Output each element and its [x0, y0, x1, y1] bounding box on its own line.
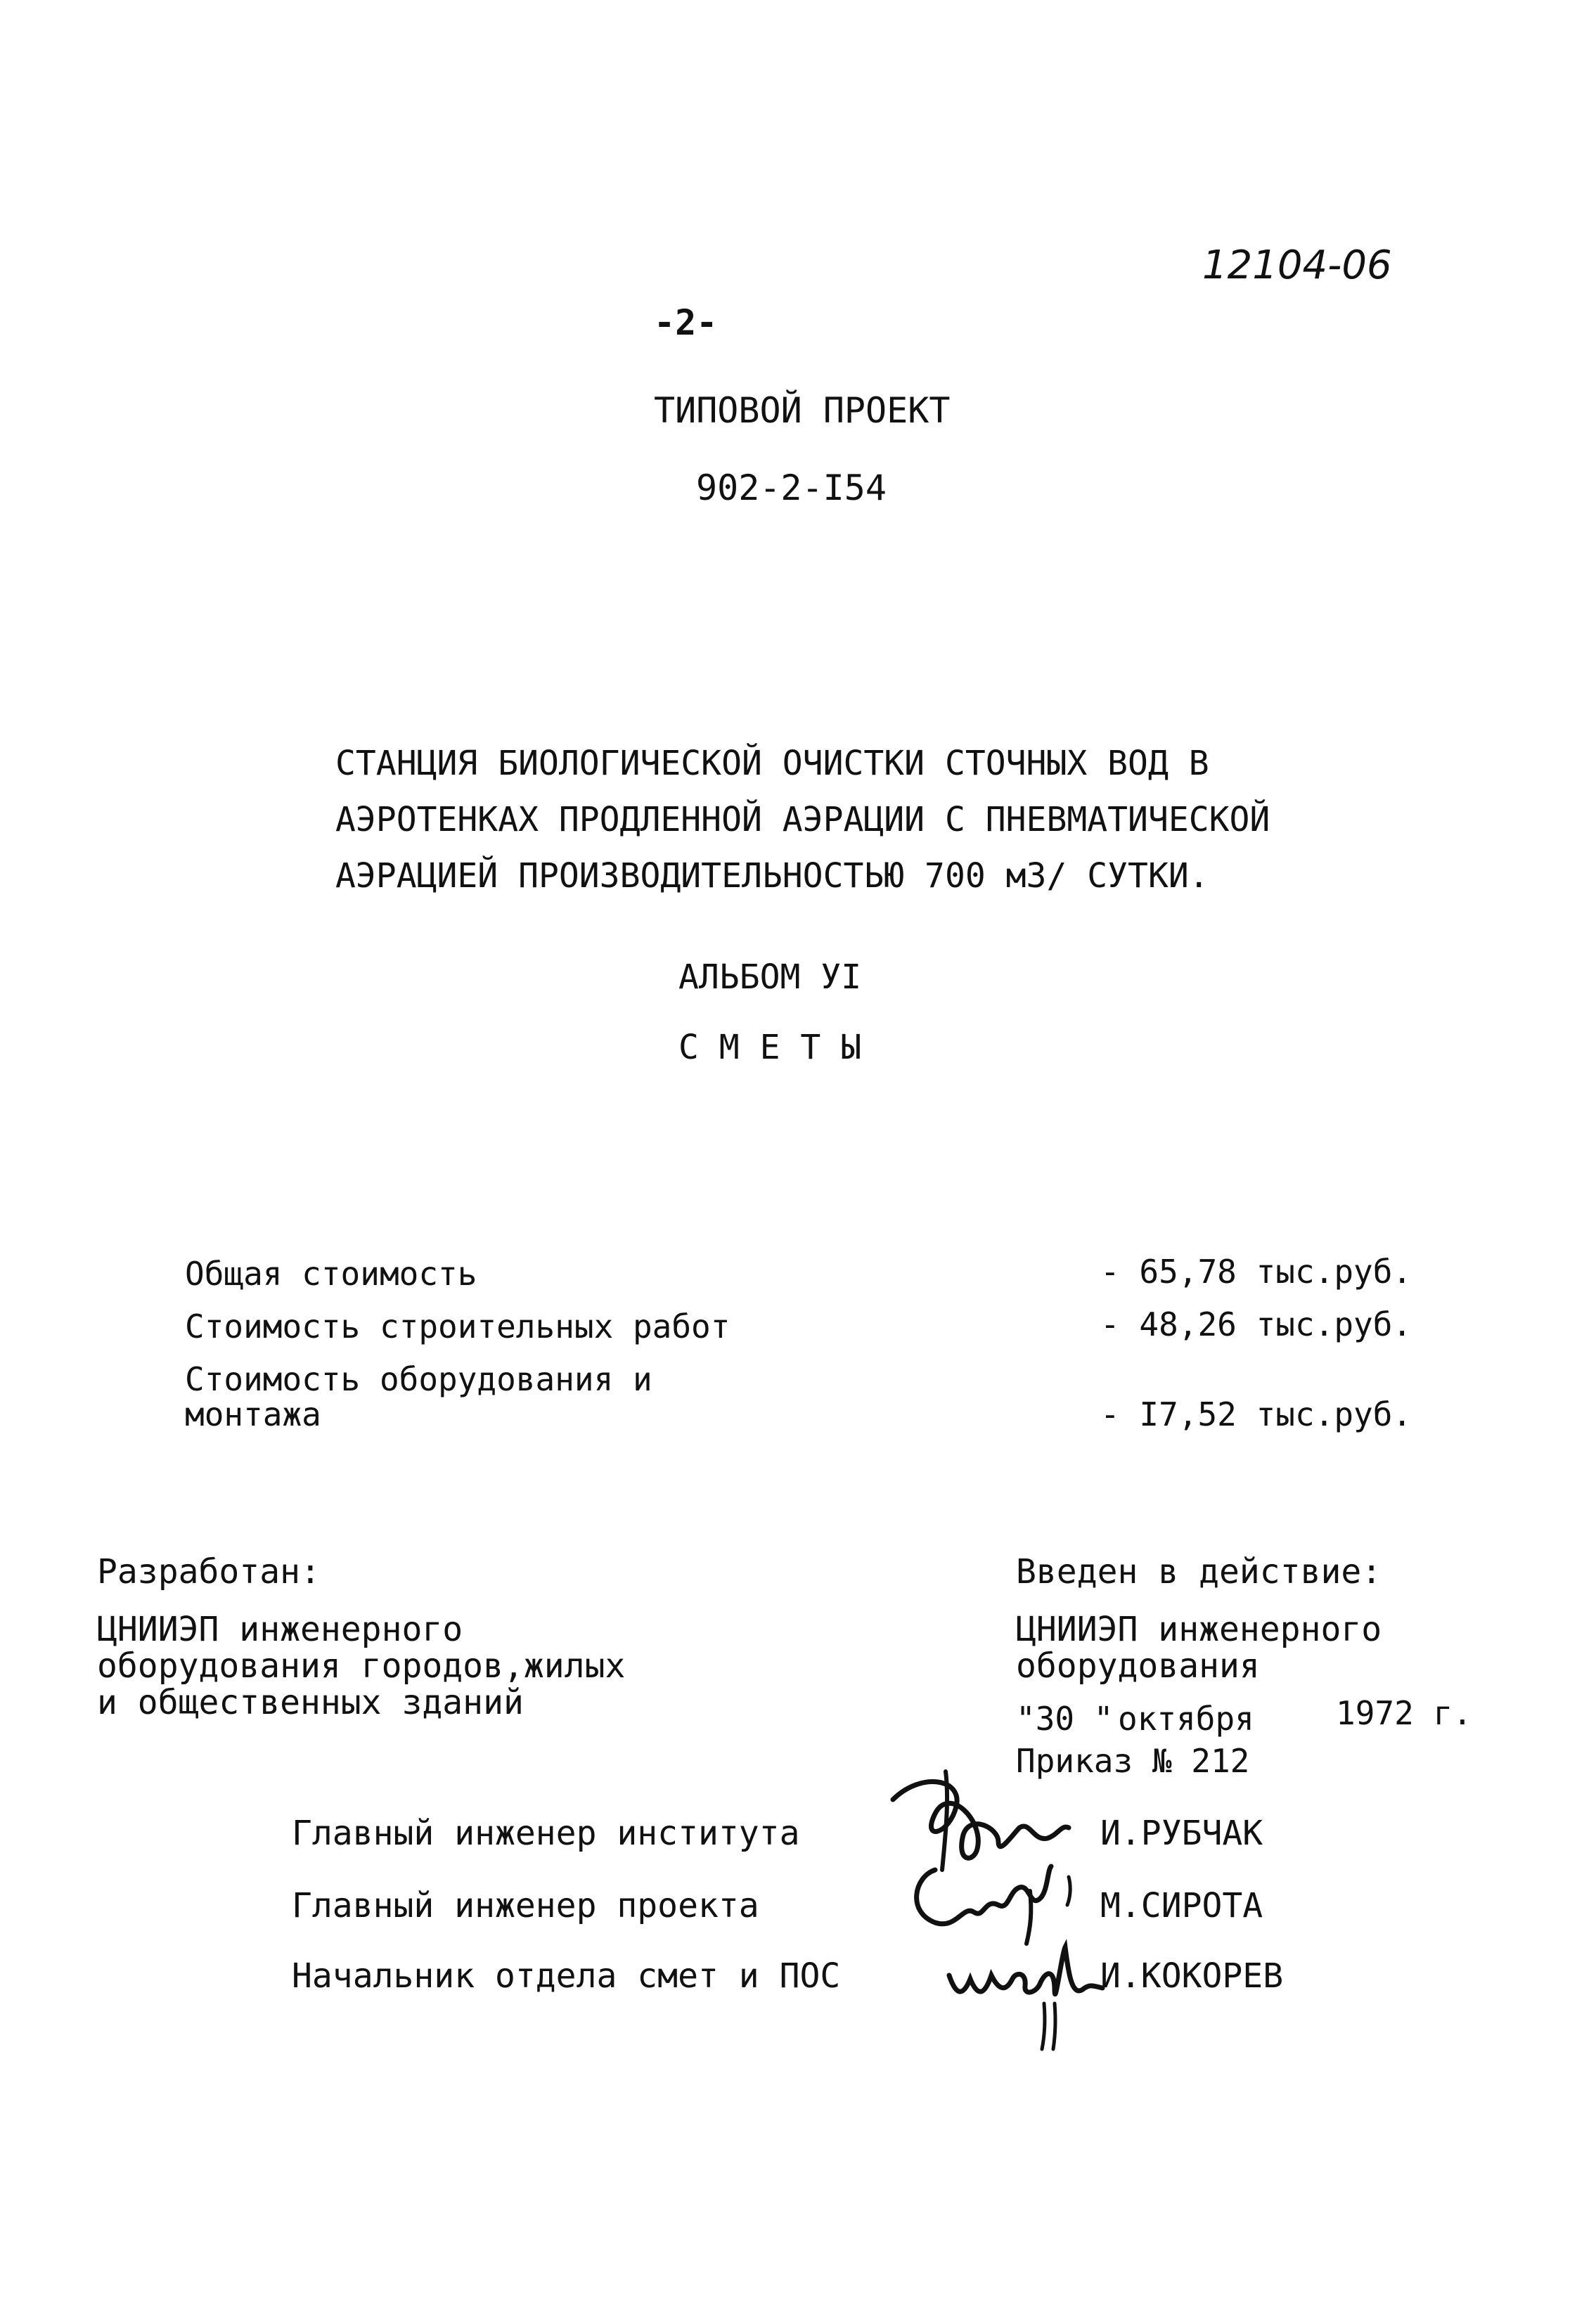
- developed-heading: Разработан:: [97, 1552, 321, 1592]
- signature-kokorev: [942, 1933, 1104, 2053]
- title-line-1: СТАНЦИЯ БИОЛОГИЧЕСКОЙ ОЧИСТКИ СТОЧНЫХ ВОД В: [335, 744, 1209, 783]
- cost-construction-label: Стоимость строительных работ: [185, 1308, 730, 1345]
- cost-equipment-label: Стоимость оборудования и: [185, 1360, 652, 1398]
- title-line-2: АЭРОТЕНКАХ ПРОДЛЕННОЙ АЭРАЦИИ С ПНЕВМАТИЧЕСКОЙ: [335, 800, 1270, 839]
- cost-equipment-label-2: монтажа: [185, 1395, 321, 1433]
- enacted-heading: Введен в действие:: [1016, 1552, 1382, 1592]
- cost-construction-value: - 48,26 тыс.руб.: [1100, 1305, 1412, 1343]
- enacted-order: Приказ № 212: [1016, 1742, 1250, 1780]
- signatory-name-3: И.КОКОРЕВ: [1100, 1956, 1284, 1996]
- title-line-3: АЭРАЦИЕЙ ПРОИЗВОДИТЕЛЬНОСТЬЮ 700 м3/ СУТКИ.: [335, 856, 1209, 896]
- cost-equipment-value: - I7,52 тыс.руб.: [1100, 1395, 1412, 1433]
- developed-line-1: ЦНИИЭП инженерного: [97, 1610, 463, 1649]
- enacted-date-month: октября: [1118, 1700, 1254, 1738]
- signatory-name-2: М.СИРОТА: [1100, 1886, 1263, 1925]
- signatory-role-3: Начальник отдела смет и ПОС: [292, 1956, 841, 1996]
- enacted-date-year: 1972 г.: [1336, 1694, 1472, 1732]
- page-number: -2-: [654, 302, 718, 343]
- cost-total-label: Общая стоимость: [185, 1255, 477, 1293]
- project-type: ТИПОВОЙ ПРОЕКТ: [654, 390, 951, 431]
- signatory-role-1: Главный инженер института: [292, 1814, 800, 1853]
- enacted-date-day: "30 ": [1016, 1700, 1114, 1738]
- signatory-name-1: И.РУБЧАК: [1100, 1814, 1263, 1853]
- enacted-line-1: ЦНИИЭП инженерного: [1016, 1610, 1382, 1649]
- developed-line-2: оборудования городов,жилых: [97, 1646, 626, 1686]
- document-number: 12104-06: [1202, 243, 1392, 288]
- signatory-role-2: Главный инженер проекта: [292, 1886, 759, 1925]
- enacted-line-2: оборудования: [1016, 1646, 1260, 1686]
- section-title: С М Е Т Ы: [678, 1028, 862, 1067]
- cost-total-value: - 65,78 тыс.руб.: [1100, 1253, 1412, 1291]
- project-code: 902-2-I54: [696, 467, 887, 508]
- album-number: АЛЬБОМ УI: [678, 957, 862, 997]
- developed-line-3: и общественных зданий: [97, 1683, 524, 1722]
